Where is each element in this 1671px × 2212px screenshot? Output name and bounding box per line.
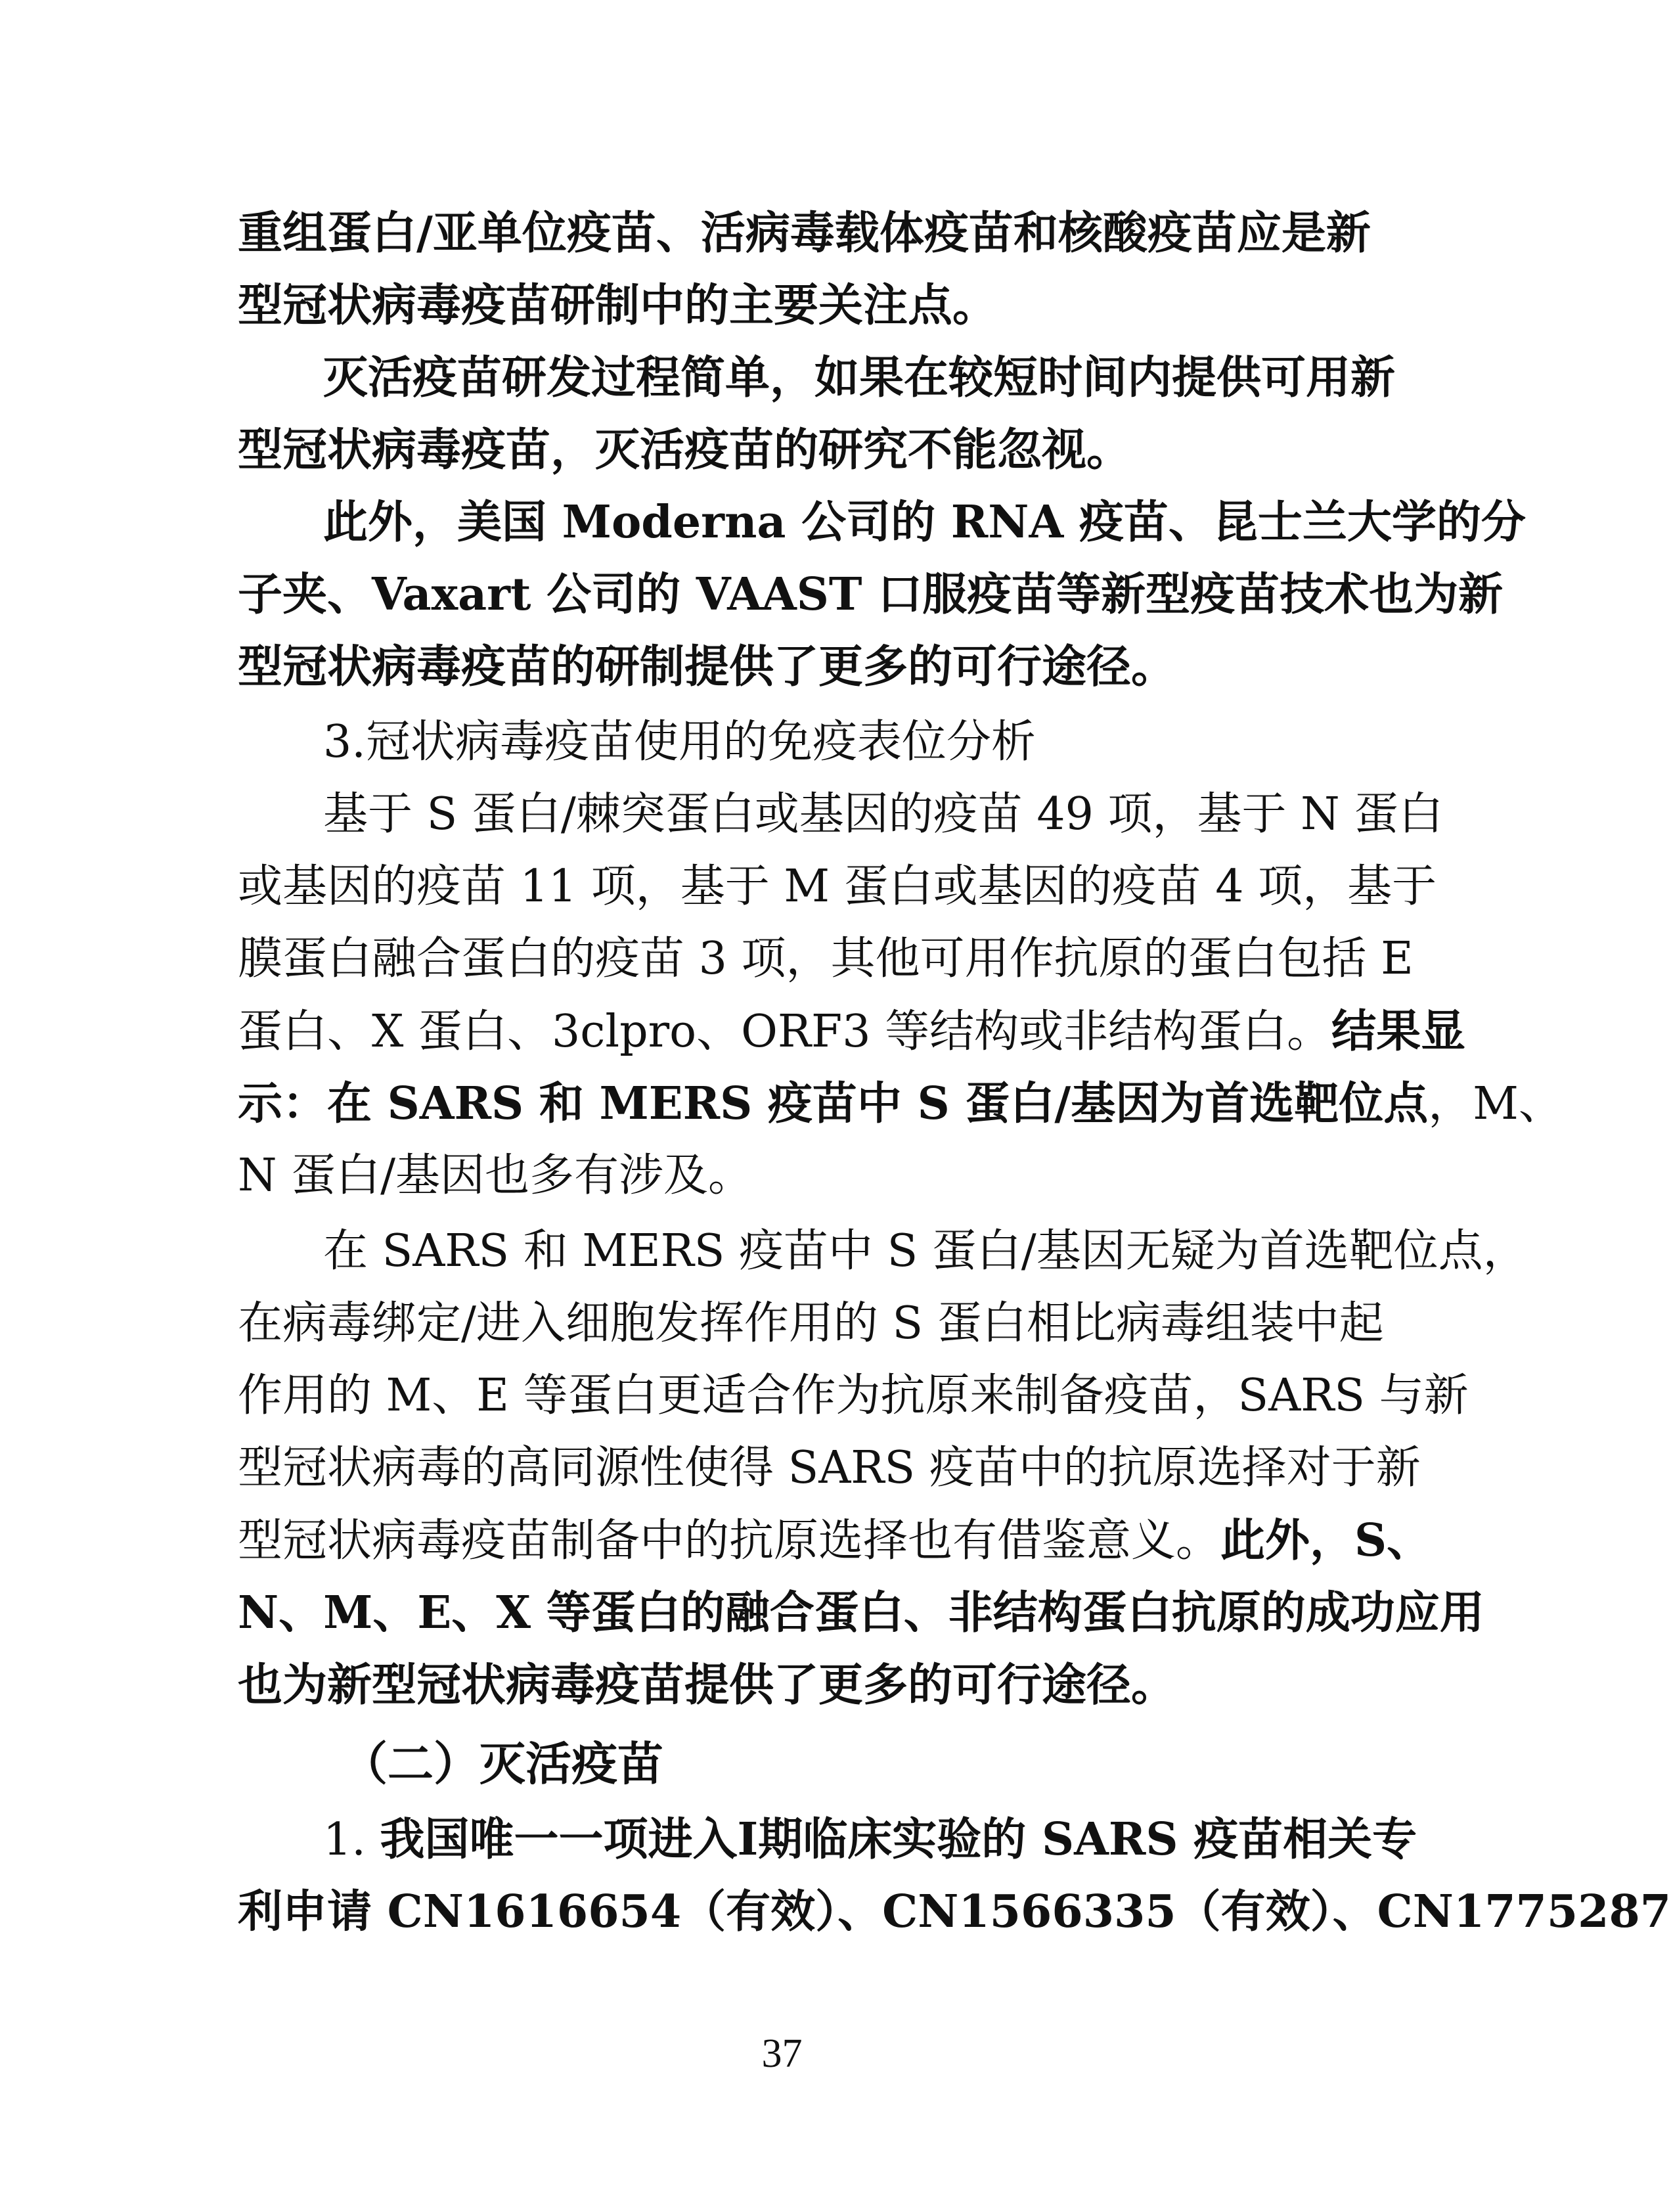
section-heading: （二）灭活疫苗 (342, 1737, 663, 1791)
line-text: 型冠状病毒疫苗制备中的抗原选择也有借鉴意义。 (238, 1515, 1221, 1567)
paragraph-line (323, 1803, 1417, 1876)
emphasis-text: 此外，S、 (1220, 1514, 1432, 1567)
list-number: 1. (323, 1814, 380, 1866)
paragraph-line: 型冠状病毒的高同源性使得 SARS 疫苗中的抗原选择对于新 (238, 1442, 1421, 1494)
paragraph-line: 在病毒绑定/进入细胞发挥作用的 S 蛋白相比病毒组装中起 (238, 1298, 1384, 1349)
paragraph-line: 灭活疫苗研发过程简单，如果在较短时间内提供可用新 (323, 351, 1396, 404)
paragraph-line: 子夹、Vaxart 公司的 VAAST 口服疫苗等新型疫苗技术也为新 (238, 568, 1504, 621)
page-number: 37 (761, 2031, 803, 2076)
paragraph-line: 或基因的疫苗 11 项，基于 M 蛋白或基因的疫苗 4 项，基于 (238, 861, 1437, 913)
subsection-title: 3.冠状病毒疫苗使用的免疫表位分析 (323, 716, 1036, 768)
emphasis-text: 结果显 (1331, 1005, 1466, 1058)
paragraph-line (238, 1504, 1432, 1577)
paragraph-line (238, 1068, 1563, 1140)
paragraph-line (238, 995, 1466, 1068)
paragraph-line: 此外，美国 Moderna 公司的 RNA 疫苗、昆士兰大学的分 (323, 496, 1526, 549)
paragraph-line: 型冠状病毒疫苗的研制提供了更多的可行途径。 (238, 641, 1176, 693)
paragraph-line: 型冠状病毒疫苗研制中的主要关注点。 (238, 279, 998, 332)
paragraph-line: 利申请 CN1616654（有效）、CN1566335（有效）、CN1775287 (238, 1885, 1671, 1938)
paragraph-line: 重组蛋白/亚单位疫苗、活病毒载体疫苗和核酸疫苗应是新 (238, 207, 1371, 260)
emphasis-text: 示：在 SARS 和 MERS 疫苗中 S 蛋白/基因为首选靶位点 (238, 1077, 1429, 1130)
paragraph-line: 膜蛋白融合蛋白的疫苗 3 项，其他可用作抗原的蛋白包括 E (238, 933, 1414, 985)
line-text: 我国唯一一项进入Ⅰ期临床实验的 SARS 疫苗相关专 (380, 1813, 1417, 1866)
paragraph-line: 型冠状病毒疫苗，灭活疫苗的研究不能忽视。 (238, 424, 1132, 476)
paragraph-line: 在 SARS 和 MERS 疫苗中 S 蛋白/基因无疑为首选靶位点， (323, 1225, 1528, 1277)
paragraph-line: 也为新型冠状病毒疫苗提供了更多的可行途径。 (238, 1659, 1176, 1711)
paragraph-line: N 蛋白/基因也多有涉及。 (238, 1150, 753, 1202)
line-text: ，M、 (1428, 1078, 1563, 1130)
paragraph-line: 作用的 M、E 等蛋白更适合作为抗原来制备疫苗，SARS 与新 (238, 1370, 1469, 1422)
line-text: 蛋白、X 蛋白、3clpro、ORF3 等结构或非结构蛋白。 (238, 1006, 1332, 1058)
paragraph-line: 基于 S 蛋白/棘突蛋白或基因的疫苗 49 项，基于 N 蛋白 (323, 788, 1444, 840)
paragraph-line: N、M、E、X 等蛋白的融合蛋白、非结构蛋白抗原的成功应用 (238, 1587, 1484, 1639)
